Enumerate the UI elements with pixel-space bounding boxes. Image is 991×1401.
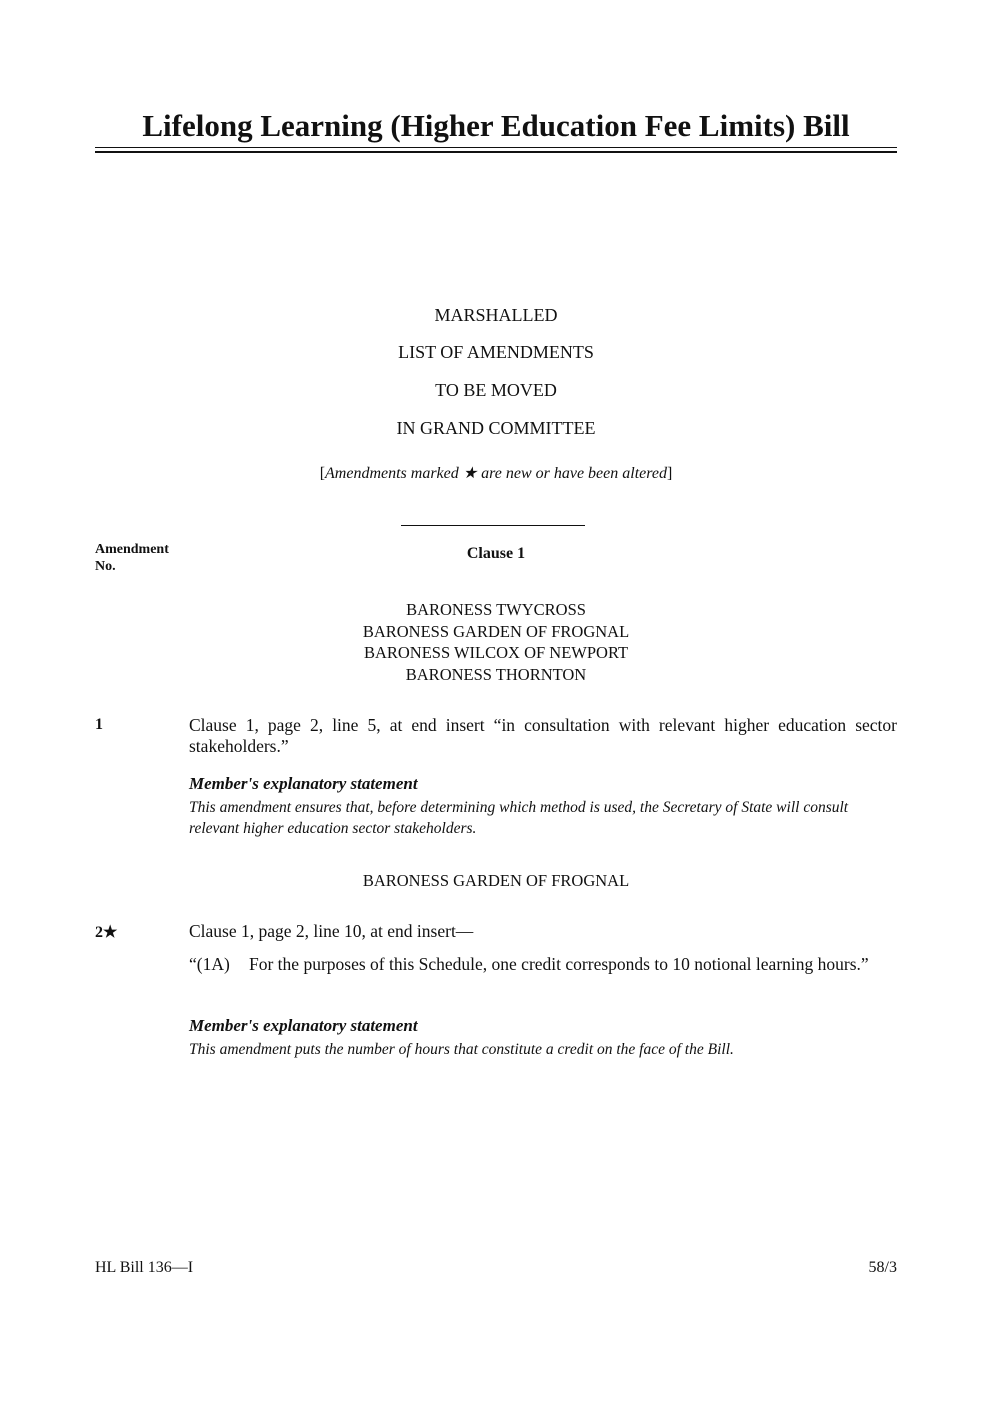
sponsor: BARONESS TWYCROSS (406, 600, 586, 619)
sponsor: BARONESS WILCOX OF NEWPORT (363, 643, 629, 662)
heading-line: TO BE MOVED (435, 380, 557, 400)
amendment-text: Clause 1, page 2, line 10, at end insert— (189, 921, 474, 941)
bill-title: Lifelong Learning (Higher Education Fee Limits) Bill (142, 108, 850, 143)
explanatory-statement: This amendment ensures that, before determining which method is used, the Secretary of State will consult relevant higher education sector stakeholders. (189, 799, 849, 837)
subsection-label: “(1A) (189, 954, 230, 974)
heading-line: LIST OF AMENDMENTS (398, 342, 594, 362)
sponsor-list (95, 599, 897, 685)
explanatory-statement: This amendment puts the number of hours that constitute a credit on the face of the Bill. (189, 1041, 734, 1058)
footer-reference: 58/3 (868, 1259, 897, 1276)
footer-bill-number: HL Bill 136—I (95, 1259, 194, 1276)
section-rule (401, 525, 585, 526)
note-bracket: [ (319, 465, 326, 482)
header-line: No. (95, 559, 116, 574)
subsection-text: For the purposes of this Schedule, one credit corresponds to 10 notional learning hours.” (249, 954, 869, 974)
amendments-note (95, 463, 897, 483)
sponsor: BARONESS GARDEN OF FROGNAL (362, 871, 630, 890)
sponsor-list (95, 870, 897, 892)
sponsor: BARONESS THORNTON (405, 664, 587, 684)
header-line: Amendment (95, 542, 169, 557)
amendment-text: Clause 1, page 2, line 5, at end insert “in consultation with relevant higher education sector stakeholders.” (189, 715, 897, 756)
amendment-number: 2★ (95, 924, 118, 941)
statement-heading: Member's explanatory statement (189, 1016, 418, 1035)
title-rule-thick (95, 151, 897, 153)
note-text: Amendments marked ★ are new or have been altered (325, 465, 667, 482)
sponsor: BARONESS GARDEN OF FROGNAL (362, 621, 630, 641)
heading-line: MARSHALLED (434, 305, 558, 325)
amendment-number: 1 (95, 716, 103, 733)
note-bracket: ] (666, 465, 673, 482)
statement-heading: Member's explanatory statement (189, 774, 418, 793)
clause-heading: Clause 1 (466, 545, 526, 562)
title-rule-thin (95, 147, 897, 148)
heading-line: IN GRAND COMMITTEE (396, 418, 596, 438)
